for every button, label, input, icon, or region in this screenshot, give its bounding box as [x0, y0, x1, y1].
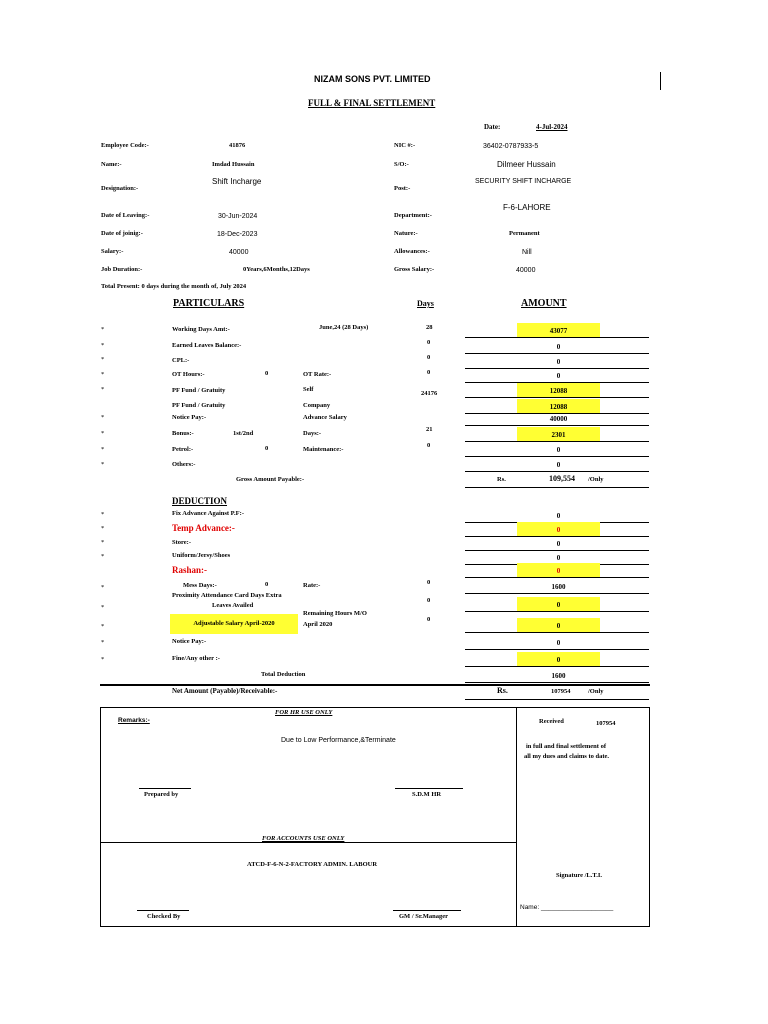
post-label: Post:- — [394, 185, 411, 192]
gross-salary-label: Gross Salary:- — [394, 266, 435, 273]
others-label: Others:- — [172, 461, 196, 468]
father-name: Dilmeer Hussain — [497, 160, 556, 169]
uniform-label: Uniform/Jersy/Shoes — [172, 552, 231, 559]
salary-label: Salary:- — [101, 248, 124, 255]
amount-cell: 0 — [556, 446, 561, 454]
bonus-days: 21 — [426, 426, 433, 433]
hr-use-title: FOR HR USE ONLY — [275, 709, 333, 716]
amount-cell: 43077 — [517, 323, 600, 337]
leaves-availed-label: Leaves Availed — [212, 602, 254, 609]
bullet: * — [101, 356, 105, 363]
allowances-label: Allowances:- — [394, 248, 430, 255]
particulars-header: PARTICULARS — [173, 298, 245, 309]
bullet: * — [101, 342, 105, 349]
working-days-note: June,24 (28 Days) — [319, 324, 369, 331]
prepared-by-label: Prepared by — [144, 791, 179, 798]
sdm-hr-label: S.D.M HR — [412, 791, 442, 798]
pf-company-label: PF Fund / Gratuity — [172, 402, 226, 409]
deduction-header: DEDUCTION — [172, 496, 228, 506]
department-label: Department:- — [394, 212, 432, 219]
bullet: * — [101, 511, 105, 518]
duration-label: Job Duration:- — [101, 266, 143, 273]
ot-hours-value: 0 — [265, 370, 269, 377]
amount-cell: 2301 — [517, 427, 600, 441]
joining-value: 18-Dec-2023 — [217, 231, 258, 238]
amount-row-mess — [465, 579, 649, 594]
net-amount-value: 107954 — [551, 688, 571, 695]
pf-company-note: Company — [303, 402, 331, 409]
amount-cell: 0 — [556, 372, 561, 380]
received-amount: 107954 — [596, 720, 616, 727]
amount-row-notice-pay — [465, 635, 649, 650]
pf-self-note: Self — [303, 386, 314, 393]
amount-row-cpl — [465, 354, 649, 369]
amount-row-fix-advance — [465, 508, 649, 523]
amount-cell: 0 — [556, 639, 561, 647]
bullet: * — [101, 414, 105, 421]
amount-row-ot — [465, 368, 649, 383]
designation-label: Designation:- — [101, 185, 139, 192]
hr-box-bottom — [100, 926, 650, 927]
petrol-label: Petrol:- — [172, 446, 194, 453]
working-days-label: Working Days Amt:- — [172, 326, 230, 333]
nature-label: Nature:- — [394, 230, 418, 237]
amount-row-working-days — [465, 323, 649, 338]
nic-value: 36402-0787933-5 — [483, 143, 539, 150]
gross-payable-label: Gross Amount Payable:- — [236, 476, 305, 483]
amount-row-pf-self — [465, 383, 649, 398]
remaining-hours-label: Remaining Hours M/O — [303, 610, 367, 617]
gm-label: GM / Sr.Manager — [399, 913, 449, 920]
salary-value: 40000 — [229, 249, 249, 256]
advance-salary-label: Advance Salary — [303, 414, 347, 421]
gross-salary-value: 40000 — [516, 267, 536, 274]
amount-row-rashan — [465, 563, 649, 578]
amount-row-total-deduction — [465, 668, 649, 683]
signature-label: Signature /L.T.I. — [556, 872, 602, 879]
amount-cell: 0 — [517, 618, 600, 632]
leaving-label: Date of Leaving:- — [101, 212, 150, 219]
bonus-days-label: Days:- — [303, 430, 322, 437]
gross-only: /Only — [588, 476, 604, 483]
leaves-col: 0 — [427, 597, 431, 604]
hr-box-right — [649, 707, 650, 926]
post-value: SECURITY SHIFT INCHARGE — [475, 178, 572, 185]
bullet: * — [101, 461, 105, 468]
bullet: * — [101, 430, 105, 437]
bullet: * — [101, 525, 105, 532]
amount-cell: 0 — [556, 343, 561, 351]
mess-col: 0 — [427, 579, 431, 586]
amount-cell: 0 — [517, 563, 600, 577]
deduction-notice-pay-label: Notice Pay:- — [172, 638, 207, 645]
allowances-value: Nill — [522, 249, 532, 256]
temp-advance-label: Temp Advance:- — [172, 523, 235, 533]
employee-code: 41876 — [229, 142, 246, 149]
maintenance-label: Maintenance:- — [303, 446, 344, 453]
net-amount-rule — [100, 684, 650, 686]
bullet: * — [101, 446, 105, 453]
total-present: Total Present: 0 days during the month of, July 2024 — [101, 283, 247, 290]
company-name: NIZAM SONS PVT. LIMITED — [314, 74, 431, 84]
pf-days: 24176 — [421, 390, 438, 397]
total-deduction-label: Total Deduction — [261, 671, 306, 678]
remarks-label: Remarks:- — [118, 717, 150, 724]
amount-row-store — [465, 536, 649, 551]
prepared-by-line — [139, 788, 191, 789]
pf-self-label: PF Fund / Gratuity — [172, 387, 226, 394]
remaining-hours-sub: April 2020 — [303, 621, 333, 628]
amount-row-petrol — [465, 442, 649, 457]
net-only: /Only — [588, 688, 604, 695]
receipt-line-1: in full and final settlement of — [526, 743, 606, 750]
working-days-days: 28 — [426, 324, 433, 331]
net-amount-label: Net Amount (Payable)/Receivable:- — [172, 687, 278, 695]
name-label: Name:- — [101, 161, 122, 168]
bullet: * — [101, 604, 105, 611]
cpl-label: CPL:- — [172, 357, 190, 364]
date-label: Date: — [484, 123, 501, 131]
ot-days: 0 — [427, 369, 431, 376]
bonus-note: 1st/2nd — [233, 430, 254, 437]
bullet: * — [101, 623, 105, 630]
fine-label: Fine/Any other :- — [172, 655, 220, 662]
adjustable-salary-label: Adjustable Salary April-2020 — [170, 614, 298, 634]
amount-cell: 1600 — [551, 672, 566, 680]
amount-cell: 40000 — [549, 415, 568, 423]
designation-value: Shift Incharge — [212, 177, 262, 186]
sdm-hr-line — [395, 788, 463, 789]
amount-cell: 0 — [556, 554, 561, 562]
amount-row-earned-leave — [465, 339, 649, 354]
checked-by-line — [137, 910, 189, 911]
amount-header: AMOUNT — [521, 298, 567, 309]
amount-cell: 1600 — [551, 583, 566, 591]
amount-cell: 0 — [517, 652, 600, 666]
amount-row-advance-salary — [465, 411, 649, 426]
net-amount-underline — [465, 699, 649, 700]
mess-days-label: Mess Days:- — [183, 582, 217, 589]
hr-box-left — [100, 707, 101, 926]
amount-row-bonus — [465, 427, 649, 442]
name-field: Name: ____________________ — [520, 904, 614, 911]
notice-pay-label: Notice Pay:- — [172, 414, 207, 421]
amount-cell: 12088 — [517, 383, 600, 397]
nature-value: Permanent — [509, 230, 540, 237]
amount-cell: 0 — [556, 540, 561, 548]
amount-cell: 0 — [517, 522, 600, 536]
remarks-text: Due to Low Performance,&Terminate — [281, 737, 396, 744]
amount-row-leaves — [465, 597, 649, 612]
date-value: 4-Jul-2024 — [536, 123, 568, 131]
net-rs-label: Rs. — [497, 686, 508, 695]
store-label: Store:- — [172, 539, 192, 546]
petrol-value: 0 — [265, 445, 269, 452]
location-value: F-6-LAHORE — [503, 203, 551, 212]
days-header: Days — [417, 299, 434, 308]
mess-days-value: 0 — [265, 581, 269, 588]
maintenance-days: 0 — [427, 442, 431, 449]
employee-code-label: Employee Code:- — [101, 142, 149, 149]
hr-box-divider — [516, 707, 517, 926]
amount-row-temp-advance — [465, 522, 649, 537]
gm-line — [393, 910, 461, 911]
checked-by-label: Checked By — [147, 913, 181, 920]
amount-row-fine — [465, 652, 649, 667]
bullet: * — [101, 553, 105, 560]
accounts-use-title: FOR ACCOUNTS USE ONLY — [262, 835, 345, 842]
bullet: * — [101, 386, 105, 393]
gross-payable-amount: 109,554 — [549, 474, 575, 483]
rate-label: Rate:- — [303, 582, 321, 589]
hr-box-top — [100, 707, 650, 708]
rashan-label: Rashan:- — [172, 565, 208, 575]
received-label: Received — [539, 718, 564, 725]
duration-value: 0Years,6Months,12Days — [243, 266, 310, 273]
document-title: FULL & FINAL SETTLEMENT — [308, 98, 436, 108]
bullet: * — [101, 584, 105, 591]
amount-cell: 0 — [556, 358, 561, 366]
bullet: * — [101, 326, 105, 333]
bullet: * — [101, 639, 105, 646]
bonus-label: Bonus:- — [172, 430, 194, 437]
gross-rs-label: Rs. — [497, 476, 506, 483]
margin-marker — [660, 72, 661, 90]
ot-hours-label: OT Hours:- — [172, 371, 205, 378]
earned-leave-days: 0 — [427, 339, 431, 346]
bullet: * — [101, 656, 105, 663]
amount-row-others — [465, 457, 649, 472]
amount-row-adjustable — [465, 618, 649, 633]
bullet: * — [101, 371, 105, 378]
account-code: ATCD-F-6-N-2-FACTORY ADMIN. LABOUR — [247, 861, 378, 868]
cpl-days: 0 — [427, 354, 431, 361]
joining-label: Date of joinig:- — [101, 230, 143, 237]
proximity-label: Proximity Attendance Card Days Extra — [172, 592, 282, 599]
adjustable-col: 0 — [427, 616, 431, 623]
ot-rate-label: OT Rate:- — [303, 371, 332, 378]
so-label: S/O:- — [394, 161, 409, 168]
nic-label: NIC #:- — [394, 142, 416, 149]
employee-name: Imdad Hussain — [212, 161, 255, 168]
bullet: * — [101, 539, 105, 546]
gross-payable-rule — [465, 487, 649, 488]
amount-cell: 0 — [517, 597, 600, 611]
amount-cell: 0 — [556, 512, 561, 520]
fix-advance-label: Fix Advance Against P.F:- — [172, 510, 244, 517]
amount-cell: 0 — [556, 461, 561, 469]
amount-cell: 12088 — [517, 399, 600, 413]
receipt-line-2: all my dues and claims to date. — [524, 753, 610, 760]
leaving-value: 30-Jun-2024 — [218, 213, 258, 220]
earned-leave-label: Earned Leaves Balance:- — [172, 342, 242, 349]
